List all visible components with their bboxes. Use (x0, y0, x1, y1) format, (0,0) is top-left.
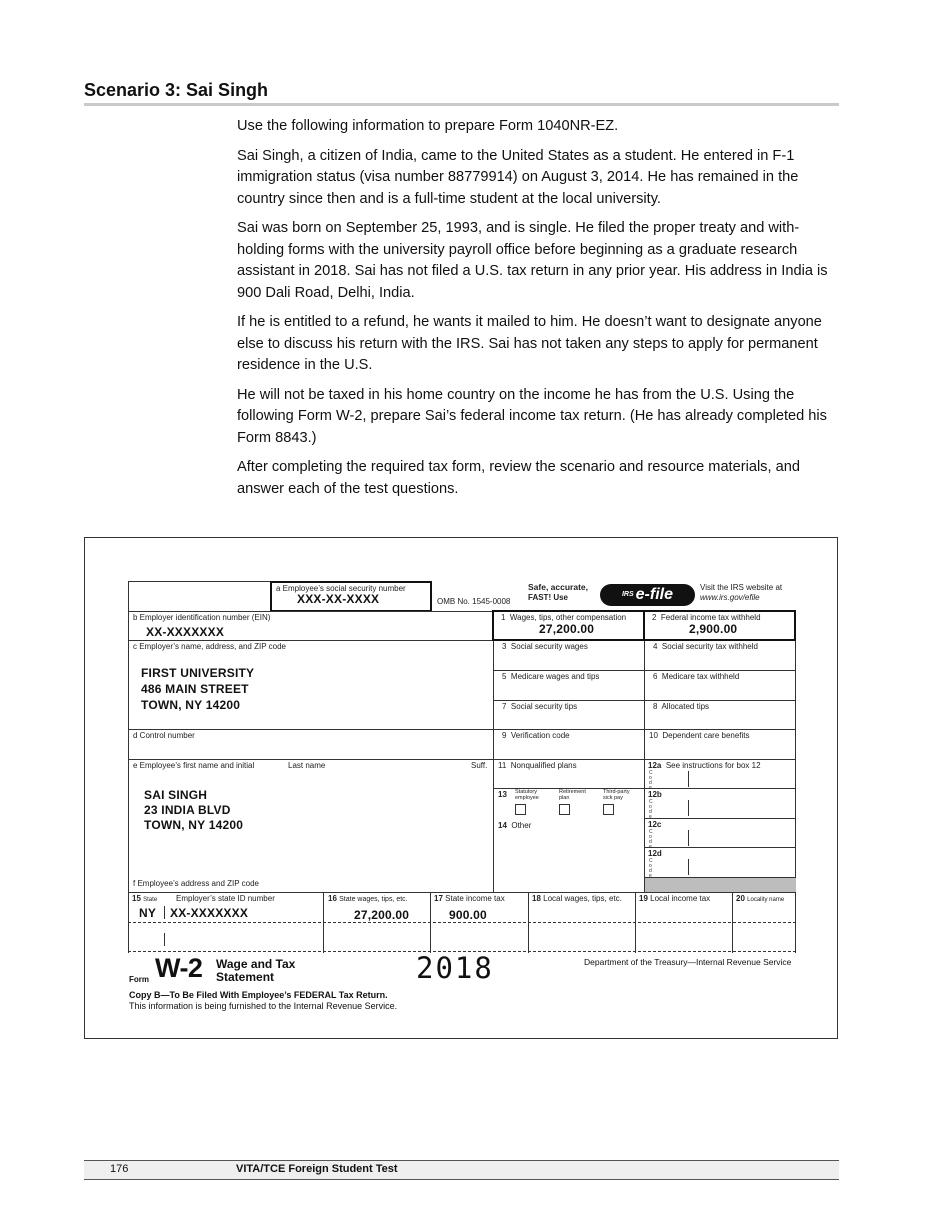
form-word: Form (129, 975, 149, 984)
employee-name: SAI SINGH (144, 788, 208, 802)
fast-use: FAST! Use (528, 593, 569, 602)
box-1: 1 Wages, tips, other compensation 27,200.00 (492, 610, 645, 641)
box-e-label: e Employee’s first name and initial (133, 761, 255, 770)
box-a (270, 581, 432, 612)
paragraph: He will not be taxed in his home country on the income he has from the U.S. Using the following Form W-2, prepare Sai’s federal income tax return. (He has already completed his Form 8843.) (237, 386, 827, 446)
box-2-label: Federal income tax withheld (660, 613, 761, 622)
paragraph: After completing the required tax form, review the scenario and resource materials, and answer each of the test questions. (237, 459, 800, 497)
department-line: Department of the Treasury—Internal Revenue Service (584, 957, 792, 967)
box-2: 2 Federal income tax withheld 2,900.00 (643, 610, 796, 641)
copy-b-line: Copy B—To Be Filed With Employee’s FEDERAL Tax Return. (129, 990, 388, 1000)
form-title-line2: Statement (216, 970, 275, 984)
employer-name: FIRST UNIVERSITY (141, 666, 255, 680)
irs-efile-logo: IRS e-file (600, 584, 695, 606)
box-15-id-value: XX-XXXXXXX (170, 906, 249, 920)
box-2-value: 2,900.00 (689, 622, 738, 636)
paragraph: If he is entitled to a refund, he wants it mailed to him. He doesn’t want to designate anyone else to discuss his return with the IRS. Sai has not taken any steps to apply for permanent residence in the U.S. (237, 314, 822, 373)
employer-street: 486 MAIN STREET (141, 682, 249, 696)
code-label-12d: C o d e (649, 858, 653, 879)
retirement-plan-label: Retirement plan (559, 789, 586, 801)
box-13-num: 13 (498, 790, 507, 799)
box-3-label: 3 Social security wages (502, 642, 588, 651)
box-c-label: c Employer’s name, address, and ZIP code (133, 642, 286, 651)
box-17-label: 17 State income tax (434, 894, 505, 903)
safe-accurate: Safe, accurate, (528, 582, 589, 592)
third-party-sick-pay-label: Third-party sick pay (603, 789, 630, 801)
box-7-label: 7 Social security tips (502, 702, 578, 711)
box-15-label: 15 State (132, 894, 158, 903)
code-label-12a: C o d e (649, 770, 653, 791)
suff-label: Suff. (471, 761, 488, 770)
code-label-12c: C o d e (649, 829, 653, 850)
info-line: This information is being furnished to the Internal Revenue Service. (129, 1001, 398, 1011)
box-a-label: a Employee’s social security number (276, 584, 406, 593)
box-16-label: 16 State wages, tips, etc. (328, 894, 408, 903)
box-19-label: 19 Local income tax (639, 894, 711, 903)
box-b-value: XX-XXXXXXX (146, 625, 225, 639)
tax-year: 2018 (416, 951, 494, 985)
w2-form (128, 581, 796, 953)
box-9-label: 9 Verification code (502, 731, 570, 740)
box-b-label: b Employer identification number (EIN) (133, 613, 271, 622)
statutory-employee-label: Statutory employee (515, 789, 539, 801)
footer-title: VITA/TCE Foreign Student Test (236, 1163, 398, 1175)
box-12c-label: 12c (648, 820, 662, 829)
box-d-label: d Control number (133, 731, 195, 740)
title-divider (84, 103, 839, 106)
box-5-label: 5 Medicare wages and tips (502, 672, 600, 681)
box-15-id-label: Employer’s state ID number (176, 894, 275, 903)
box-16-value: 27,200.00 (354, 908, 410, 922)
box-f-label: f Employee’s address and ZIP code (133, 879, 259, 888)
employee-street: 23 INDIA BLVD (144, 803, 231, 817)
box-4-label: 4 Social security tax withheld (653, 642, 758, 651)
page-footer (84, 1160, 839, 1180)
box-12d-label: 12d (648, 849, 662, 858)
employer-city: TOWN, NY 14200 (141, 698, 241, 712)
box-20-label: 20 Locality name (736, 894, 785, 903)
box-12a-label: 12a See instructions for box 12 (648, 761, 761, 770)
third-party-sick-pay-checkbox[interactable] (603, 804, 614, 815)
box-12b-label: 12b (648, 790, 662, 799)
box-11-label: 11 Nonqualified plans (498, 761, 577, 770)
scenario-text (237, 116, 840, 508)
visit-irs-text: Visit the IRS website at (700, 583, 783, 592)
page-title: Scenario 3: Sai Singh (84, 80, 269, 100)
paragraph: Sai was born on September 25, 1993, and is single. He filed the proper treaty and with-holding forms with the university payroll office before beginning as a graduate research assistant in 2018. Sai has not filed a U.S. tax return in any prior year. His address in India is 900 Dali Road, Delhi, India. (237, 220, 828, 301)
box-18-label: 18 Local wages, tips, etc. (532, 894, 622, 903)
last-name-label: Last name (288, 761, 326, 770)
paragraph: Use the following information to prepare Form 1040NR-EZ. (237, 118, 619, 134)
shaded-area (645, 878, 796, 892)
paragraph: Sai Singh, a citizen of India, came to the United States as a student. He entered in F-1 immigration status (visa number 88779914) on August 3, 2014. He has remained in the country since then and is a full-time student at the local university. (237, 147, 799, 207)
box-6-label: 6 Medicare tax withheld (653, 672, 740, 681)
page-number: 176 (110, 1163, 129, 1175)
box-8-label: 8 Allocated tips (653, 702, 710, 711)
form-title-line1: Wage and Tax (216, 957, 296, 971)
box-10-label: 10 Dependent care benefits (649, 731, 750, 740)
box-14-label: 14 Other (498, 821, 532, 830)
irs-efile-url: www.irs.gov/efile (700, 593, 760, 602)
form-name: W-2 (155, 953, 203, 983)
statutory-employee-checkbox[interactable] (515, 804, 526, 815)
employee-city: TOWN, NY 14200 (144, 818, 244, 832)
box-1-value: 27,200.00 (539, 622, 595, 636)
box-1-label: Wages, tips, other compensation (509, 613, 627, 622)
code-label-12b: C o d e (649, 799, 653, 820)
box-15-state-value: NY (139, 906, 157, 920)
box-17-value: 900.00 (449, 908, 487, 922)
omb-number: OMB No. 1545-0008 (437, 597, 511, 606)
box-a-value: XXX-XX-XXXX (297, 592, 380, 606)
retirement-plan-checkbox[interactable] (559, 804, 570, 815)
